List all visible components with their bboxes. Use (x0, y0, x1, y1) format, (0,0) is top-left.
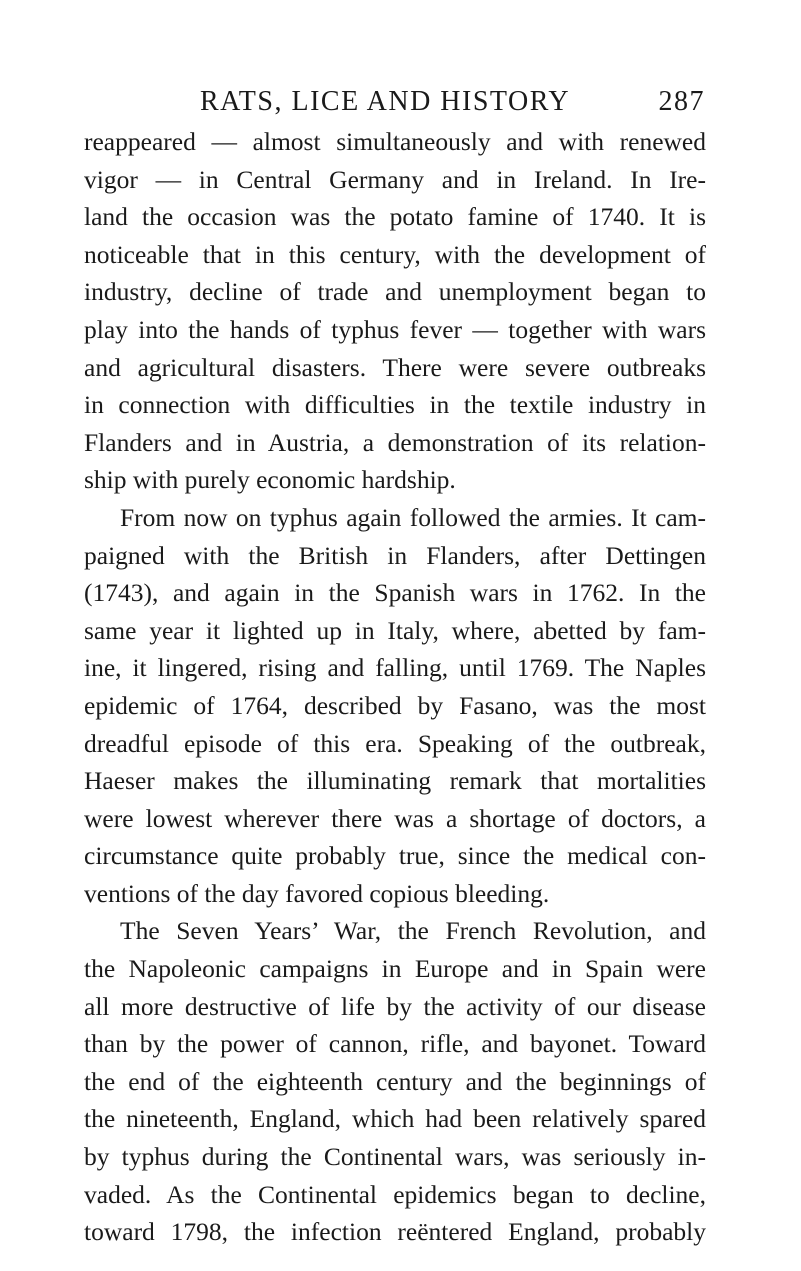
text-line: dreadful episode of this era. Speaking of the outbreak, (84, 728, 706, 758)
text-line: ship with purely economic hardship. (84, 465, 456, 495)
text-line: epidemic of 1764, described by Fasano, was the most (84, 690, 706, 720)
text-line: all more destructive of life by the activity of our disease (84, 991, 706, 1021)
text-line: paigned with the British in Flanders, after Dettingen (84, 540, 706, 570)
text-line: industry, decline of trade and unemployment began to (84, 277, 706, 307)
text-line: the end of the eighteenth century and the beginnings of (84, 1066, 706, 1096)
text-line: Flanders and in Austria, a demonstration of its relation- (84, 427, 706, 457)
text-line: ventions of the day favored copious bleeding. (84, 878, 550, 908)
text-line: circumstance quite probably true, since the medical con- (84, 841, 706, 871)
running-head (200, 86, 705, 120)
text-line: than by the power of cannon, rifle, and bayonet. Toward (84, 1029, 706, 1059)
page-number: 287 (658, 86, 705, 117)
text-line: (1743), and again in the Spanish wars in 1762. In the (84, 578, 706, 608)
text-line: the nineteenth, England, which had been relatively spared (84, 1104, 706, 1134)
text-line: From now on typhus again followed the armies. It cam- (120, 502, 706, 532)
text-line: vigor — in Central Germany and in Ireland. In Ire- (84, 164, 706, 194)
text-line: in connection with difficulties in the textile industry in (84, 390, 706, 420)
text-line: Haeser makes the illuminating remark that mortalities (84, 766, 706, 796)
text-line: ine, it lingered, rising and falling, until 1769. The Naples (84, 653, 706, 683)
text-line: were lowest wherever there was a shortage of doctors, a (84, 803, 706, 833)
text-line: and agricultural disasters. There were severe outbreaks (84, 352, 706, 382)
text-line: The Seven Years’ War, the French Revolution, and (120, 916, 706, 946)
text-line: noticeable that in this century, with the development of (84, 239, 706, 269)
body-text (84, 123, 706, 1251)
text-line: reappeared — almost simultaneously and with renewed (84, 127, 706, 156)
text-line: the Napoleonic campaigns in Europe and in Spain were (84, 954, 706, 984)
text-line: play into the hands of typhus fever — together with wars (84, 314, 706, 344)
text-line: vaded. As the Continental epidemics began to decline, (84, 1179, 706, 1209)
text-line: land the occasion was the potato famine of 1740. It is (84, 202, 706, 232)
text-line: toward 1798, the infection reëntered England, probably (84, 1217, 706, 1247)
running-title: RATS, LICE AND HISTORY (200, 86, 571, 117)
text-line: by typhus during the Continental wars, was seriously in- (84, 1142, 706, 1172)
text-line: same year it lighted up in Italy, where, abetted by fam- (84, 615, 706, 645)
